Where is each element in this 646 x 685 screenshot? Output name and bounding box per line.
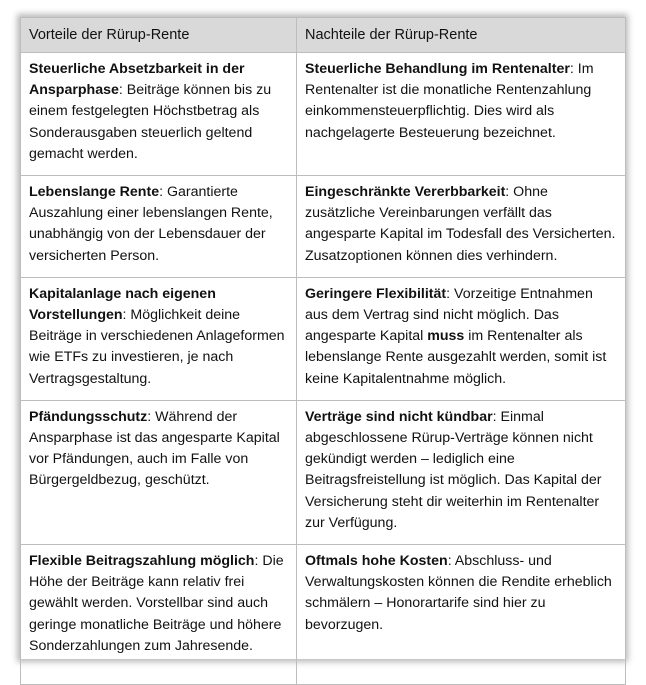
table-row — [21, 53, 626, 176]
table-row — [21, 176, 626, 278]
disadvantage-cell: Steuerliche Behandlung im Rentenalter: Im Rentenalter ist die monatliche Rentenzahlung einkommensteuerpflichtig. Dies wird als nachgelagerte Besteuerung bezeichnet. — [297, 53, 626, 176]
advantage-cell: Kapitalanlage nach eigenen Vorstellungen: Möglichkeit deine Beiträge in verschiedenen Anlageformen wie ETFs zu investieren, je nach Vertragsgestaltung. — [21, 277, 297, 400]
disadvantage-cell: Geringere Flexibilität: Vorzeitige Entnahmen aus dem Vertrag sind nicht möglich. Das angesparte Kapital muss im Rentenalter als lebenslange Rente ausgezahlt werden, somit ist keine Kapitalentnahme möglich. — [297, 277, 626, 400]
advantage-cell: Steuerliche Absetzbarkeit in der Ansparphase: Beiträge können bis zu einem festgelegten Höchstbetrag als Sonderausgaben steuerlich geltend gemacht werden. — [21, 53, 297, 176]
disadvantage-cell: Eingeschränkte Vererbbarkeit: Ohne zusätzliche Vereinbarungen verfällt das angesparte Kapital im Todesfall des Versicherten. Zusatzoptionen können dies verhindern. — [297, 176, 626, 278]
table-row — [21, 277, 626, 400]
disadvantage-cell: Oftmals hohe Kosten: Abschluss- und Verwaltungskosten können die Rendite erheblich schmälern – Honorartarife sind hier zu bevorzugen. — [297, 545, 626, 685]
header-disadvantages: Nachteile der Rürup-Rente — [297, 18, 626, 53]
table-header-row — [21, 18, 626, 53]
advantage-cell: Lebenslange Rente: Garantierte Auszahlung einer lebenslangen Rente, unabhängig von der Lebensdauer der versicherten Person. — [21, 176, 297, 278]
header-advantages: Vorteile der Rürup-Rente — [21, 18, 297, 53]
comparison-table-frame — [20, 17, 625, 659]
advantage-cell: Flexible Beitragszahlung möglich: Die Höhe der Beiträge kann relativ frei gewählt werden. Vorstellbar sind auch geringe monatliche Beiträge und höhere Sonderzahlungen zum Jahresende. — [21, 545, 297, 685]
table-row — [21, 545, 626, 685]
disadvantage-cell: Verträge sind nicht kündbar: Einmal abgeschlossene Rürup-Verträge können nicht gekündigt werden – lediglich eine Beitragsfreistellung ist möglich. Das Kapital der Versicherung steht dir weiterhin im Rentenalter zur Verfügung. — [297, 400, 626, 544]
comparison-table — [20, 17, 626, 685]
table-row — [21, 400, 626, 544]
advantage-cell: Pfändungsschutz: Während der Ansparphase ist das angesparte Kapital vor Pfändungen, auch im Falle von Bürgergeldbezug, geschützt. — [21, 400, 297, 544]
